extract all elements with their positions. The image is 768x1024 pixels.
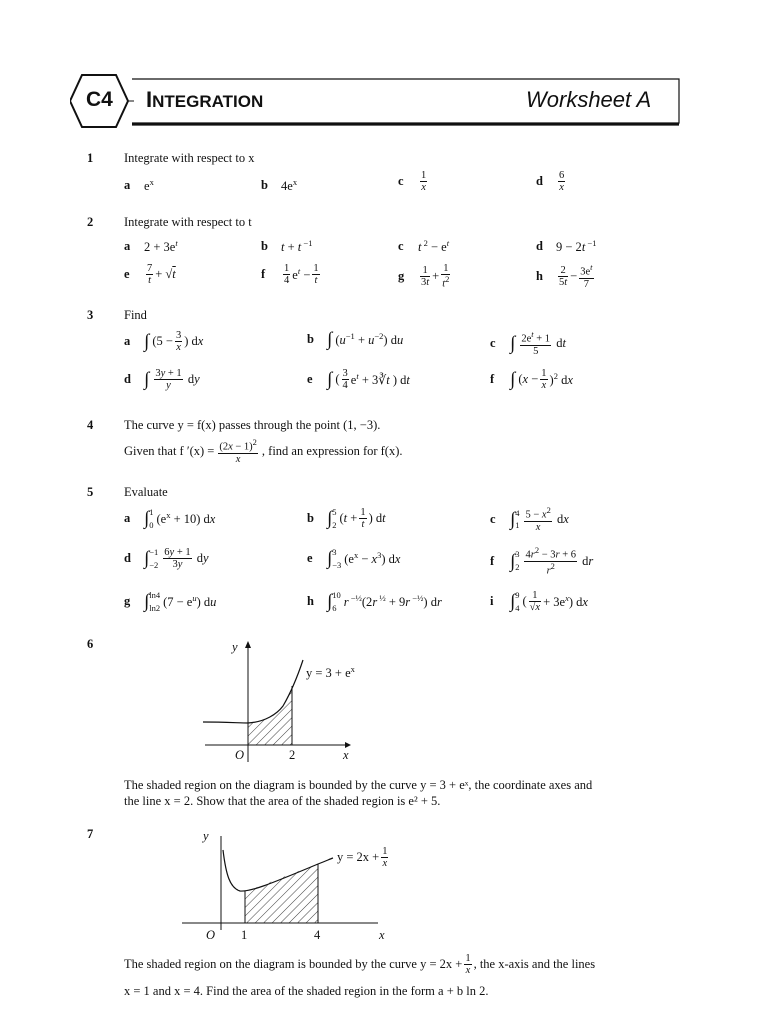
q2-part-a: a $2 + 3e^t$ [124, 238, 178, 255]
q6-curve-label: $y = 3 + e^x$ [306, 664, 355, 681]
question-number: 5 [87, 485, 94, 499]
q7-curve-label: y = 2x + $\frac{1}{x}$ [337, 846, 388, 870]
q6-x-label: x [343, 748, 349, 762]
question-prompt: Find [124, 308, 147, 322]
question-prompt: Integrate with respect to t [124, 215, 252, 229]
q1-part-d: d $\frac{6}{x}$ [536, 170, 565, 194]
q3-part-f: f ∫ (x − $\frac{1}{x}$ )$^2$ dx [490, 368, 573, 392]
q5-part-h: h ∫ 10 6 r $^{-\frac{1}{2}}$(2r $^{\frac{1}{2}}$ + 9r $^{-\frac{1}{2}}$) dr [307, 590, 442, 613]
q7-x-label: x [379, 928, 385, 942]
header-code: C4 [86, 88, 113, 111]
q5-part-d: d ∫ −1 −2 $\frac{6y + 1}{3y}$ dy [124, 547, 209, 571]
q2-part-e: e $\frac{7}{t}$ + √t [124, 263, 176, 287]
q1-part-c: c $\frac{1}{x}$ [398, 170, 427, 194]
q3-part-e: e ∫ ( $\frac{3}{4}$ $e^t$ + 3∛t ) dt [307, 368, 410, 392]
question-prompt: Evaluate [124, 485, 168, 499]
q5-part-c: c ∫ 4 1 $\frac{5 - x^2}{x}$ dx [490, 505, 569, 533]
q6-origin-label: O [235, 748, 245, 762]
q1-part-a: a $e^x$ [124, 177, 154, 194]
question-number: 4 [87, 418, 94, 432]
q5-part-f: f ∫ 3 2 $\frac{4r^2 - 3r + 6}{r^2}$ dr [490, 545, 594, 577]
q7-text-1: The shaded region on the diagram is bounded by the curve y = 2x + $\frac{1}{x}$ , the x-axis and the lines [124, 953, 596, 977]
shaded-region [248, 686, 292, 745]
q7-tick-4: 4 [314, 928, 321, 942]
q1-part-b: b $4e^x$ [261, 177, 298, 194]
q2-part-b: b t + t $^{-1}$ [261, 238, 313, 255]
q4-line-2: Given that f ′(x) = $\frac{(2x - 1)^2}{x}$ , find an expression for f(x). [124, 437, 403, 465]
worksheet-label: Worksheet A [526, 87, 652, 112]
q3-part-a: a ∫ (5 − $\frac{3}{x}$ ) dx [124, 330, 204, 354]
q2-part-g: g $\frac{1}{3t}$ + $\frac{1}{t^2}$ [398, 263, 450, 290]
q5-part-g: g ∫ ln4 ln2 $(7 - e^u)$ du [124, 590, 217, 613]
q3-part-d: d ∫ $\frac{3y + 1}{y}$ dy [124, 368, 200, 392]
q2-part-c: c t $^2 - e^t$ [398, 238, 450, 255]
shaded-region [245, 864, 318, 923]
question-number: 7 [87, 827, 94, 841]
q7-origin-label: O [206, 928, 216, 942]
question-number: 3 [87, 308, 94, 322]
q5-part-e: e ∫ 3 −3 $(e^x - x^3)$ dx [307, 547, 401, 570]
q3-part-b: b ∫ $(u^{-1} + u^{-2})$ du [307, 329, 404, 350]
q6-tick-2: 2 [289, 748, 296, 762]
q7-tick-1: 1 [241, 928, 248, 942]
question-number: 1 [87, 151, 94, 165]
q6-diagram [195, 636, 375, 766]
q6-text-2: the line x = 2. Show that the area of the shaded region is e² + 5. [124, 794, 441, 808]
q7-text-2: x = 1 and x = 4. Find the area of the shaded region in the form a + b ln 2. [124, 984, 489, 998]
q7-y-label: y [203, 829, 209, 843]
q6-text-1: The shaded region on the diagram is bounded by the curve y = 3 + eˣ, the coordinate axes and [124, 778, 593, 792]
q4-line-1: The curve y = f(x) passes through the point (1, −3). [124, 418, 381, 432]
q3-part-c: c ∫ $\frac{2e^t + 1}{5}$ dt [490, 329, 566, 357]
q2-part-d: d 9 − 2t $^{-1}$ [536, 238, 597, 255]
question-number: 6 [87, 637, 94, 651]
q5-part-a: a ∫ 1 0 $(e^x + 10)$ dx [124, 507, 216, 530]
question-number: 2 [87, 215, 94, 229]
q6-y-label: y [232, 640, 238, 654]
q5-part-b: b ∫ 5 2 (t + $\frac{1}{t}$ ) dt [307, 507, 386, 531]
question-prompt: Integrate with respect to x [124, 151, 255, 165]
q5-part-i: i ∫ 9 4 ( $\frac{1}{√x}$ + $3e^x$) dx [490, 590, 588, 614]
q2-part-f: f $\frac{1}{4}$ $e^t$ − $\frac{1}{t}$ [261, 263, 319, 287]
page-title: INTEGRATION [146, 87, 264, 112]
q2-part-h: h $\frac{2}{5t}$ − $\frac{3e^t}{7}$ [536, 262, 593, 290]
